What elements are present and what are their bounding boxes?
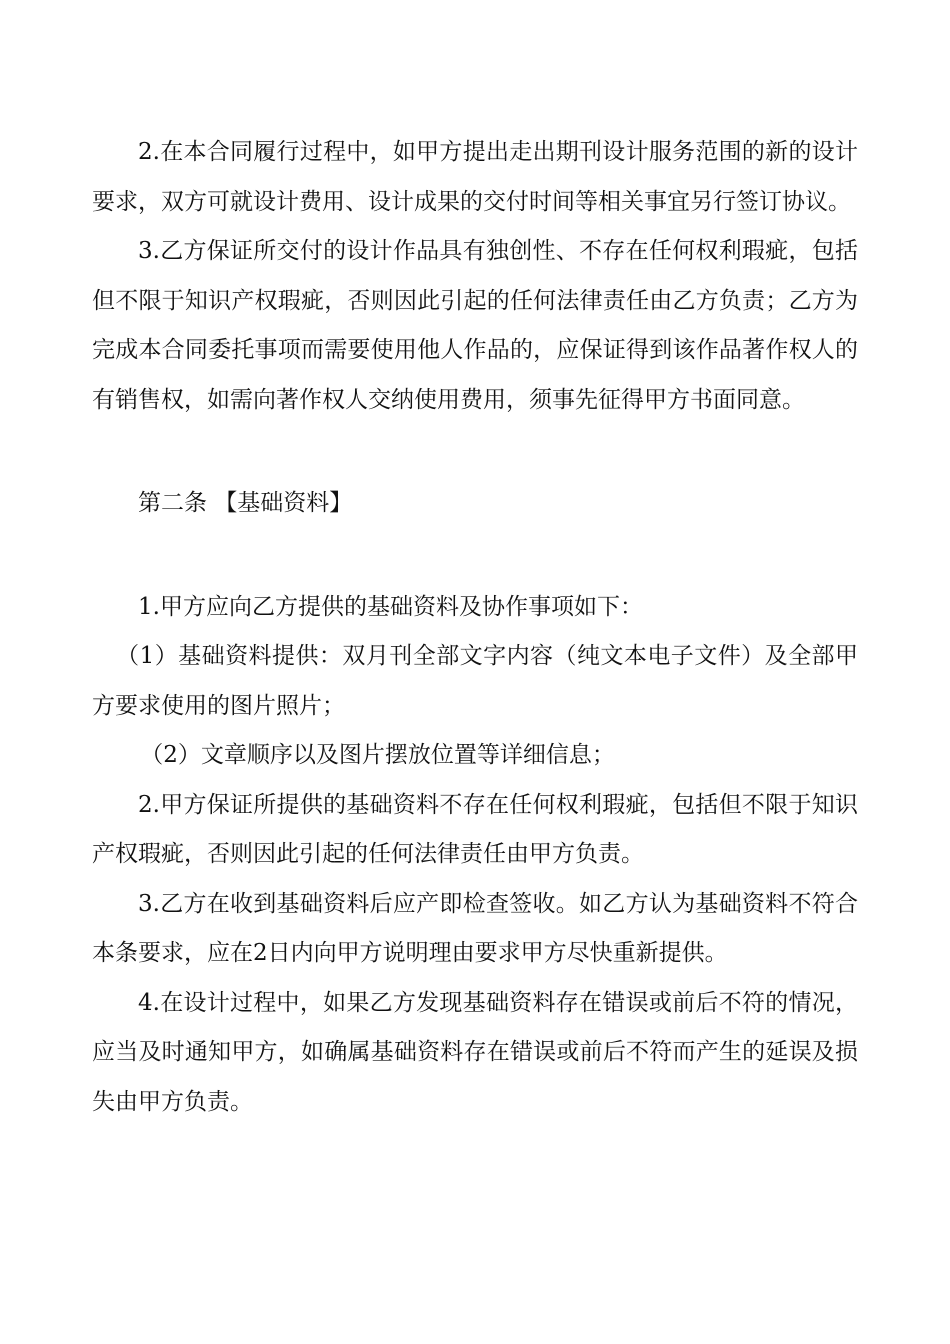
materials-paragraph-1: 1.甲方应向乙方提供的基础资料及协作事项如下： [138, 593, 643, 620]
section-heading: 第二条 【基础资料】 [138, 490, 353, 516]
materials-item-1: （1）基础资料提供：双月刊全部文字内容（纯文本电子文件）及全部甲方要求使用的图片照片； [92, 643, 858, 719]
clause-paragraph-3: 3.乙方保证所交付的设计作品具有独创性、不存在任何权利瑕疵，包括但不限于知识产权瑕疵，否则因此引起的任何法律责任由乙方负责；乙方为完成本合同委托事项而需要使用他人作品的，应保证得到该作品著作权人的有销售权，如需向著作权人交纳使用费用，须事先征得甲方书面同意。 [92, 238, 858, 413]
clause-paragraph-2: 2.在本合同履行过程中，如甲方提出走出期刊设计服务范围的新的设计要求，双方可就设计费用、设计成果的交付时间等相关事宜另行签订协议。 [92, 139, 858, 215]
materials-paragraph-4: 4.在设计过程中，如果乙方发现基础资料存在错误或前后不符的情况，应当及时通知甲方，如确属基础资料存在错误或前后不符而产生的延误及损失由甲方负责。 [92, 989, 858, 1115]
document-body [92, 128, 858, 1127]
materials-item-2: （2）文章顺序以及图片摆放位置等详细信息； [140, 742, 615, 768]
materials-paragraph-2: 2.甲方保证所提供的基础资料不存在任何权利瑕疵，包括但不限于知识产权瑕疵，否则因此引起的任何法律责任由甲方负责。 [92, 791, 858, 867]
materials-paragraph-3: 3.乙方在收到基础资料后应产即检查签收。如乙方认为基础资料不符合本条要求，应在2日内向甲方说明理由要求甲方尽快重新提供。 [92, 890, 858, 966]
